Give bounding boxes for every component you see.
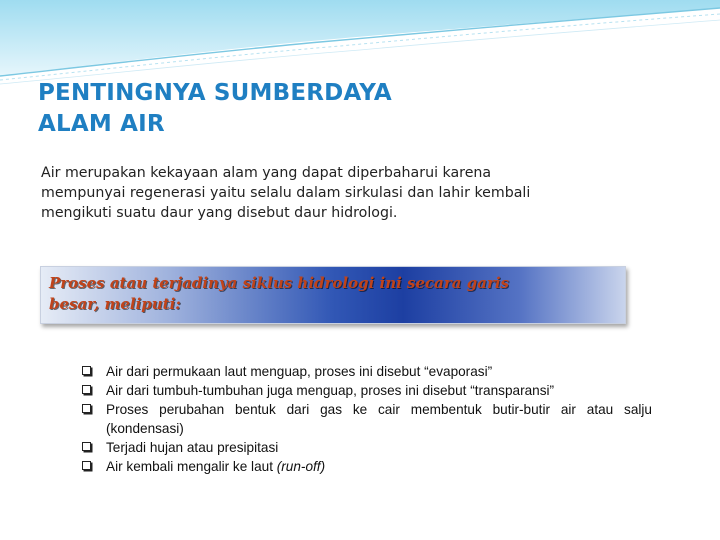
- title-line: PENTINGNYA SUMBERDAYA: [38, 80, 392, 106]
- hollow-square-bullet-icon: [82, 404, 91, 413]
- callout-line: besar, meliputi:: [49, 295, 181, 313]
- intro-line: Air merupakan kekayaan alam yang dapat diperbaharui karena: [41, 165, 492, 181]
- list-item: [82, 457, 652, 476]
- hollow-square-bullet-icon: [82, 385, 91, 394]
- list-item: [82, 381, 652, 400]
- top-wave-decoration: [0, 0, 720, 90]
- page-title: [38, 78, 498, 140]
- list-item-text: Terjadi hujan atau presipitasi: [106, 440, 279, 455]
- list-item-text: Air kembali mengalir ke laut: [106, 459, 277, 474]
- list-item: [82, 438, 652, 457]
- intro-line: mempunyai regenerasi yaitu selalu dalam sirkulasi dan lahir kembali: [41, 185, 531, 201]
- list-item-text: Proses perubahan bentuk dari gas ke cair membentuk butir-butir air atau salju (kondensasi): [106, 402, 652, 436]
- callout-text: [49, 273, 617, 315]
- list-item-text: Air dari tumbuh-tumbuhan juga menguap, proses ini disebut “transparansi”: [106, 383, 555, 398]
- intro-paragraph: [41, 163, 671, 223]
- hollow-square-bullet-icon: [82, 442, 91, 451]
- callout-line: Proses atau terjadinya siklus hidrologi ini secara garis: [49, 274, 509, 292]
- list-item: [82, 400, 652, 438]
- list-item-text: Air dari permukaan laut menguap, proses ini disebut “evaporasi”: [106, 364, 493, 379]
- list-item-italic-text: (run-off): [276, 459, 326, 474]
- callout-box: [40, 266, 626, 324]
- list-item: [82, 362, 652, 381]
- intro-line: mengikuti suatu daur yang disebut daur hidrologi.: [41, 205, 398, 221]
- hollow-square-bullet-icon: [82, 461, 91, 470]
- bullet-list: [82, 362, 652, 476]
- title-line: ALAM AIR: [38, 111, 165, 137]
- hollow-square-bullet-icon: [82, 366, 91, 375]
